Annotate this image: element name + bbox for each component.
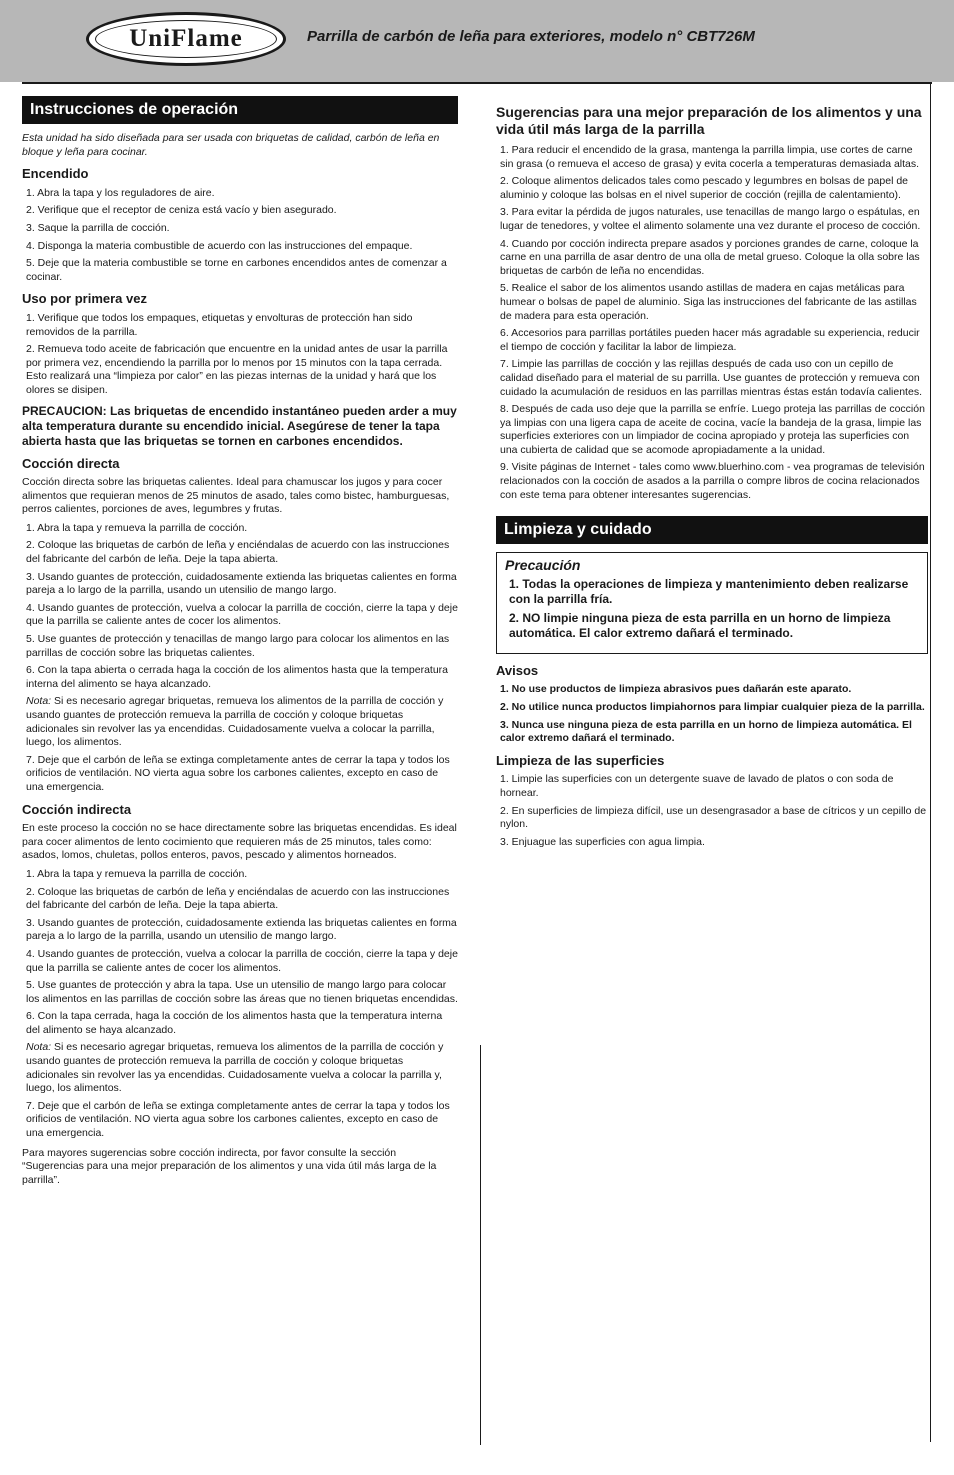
list-item: 8. Después de cada uso deje que la parrilla se enfríe. Luego proteja las parrillas de cocción ya limpias con una ligera capa de aceite de cocina, vacíe la bandeja de la grasa, limpie las superficies exteriores con un limpiador de cocina apropiado y proteja las superficies con una cubierta de calidad que se acomode apropiadamente a la unidad. <box>500 403 925 456</box>
surfaces-heading: Limpieza de las superficies <box>496 752 665 768</box>
list-item: 3. Enjuague las superficies con agua limpia. <box>500 835 705 848</box>
notices-list <box>496 683 928 745</box>
list-item: 2. En superficies de limpieza difícil, use un desengrasador a base de cítricos y un cepillo de nylon. <box>500 804 927 831</box>
list-item: 2. Coloque las briquetas de carbón de leña y enciéndalas de acuerdo con las instrucciones del fabricante del carbón de leña. Deje la tapa abierta. <box>26 539 450 566</box>
tips-list <box>496 144 928 502</box>
header-rule <box>22 82 932 84</box>
list-item: 3. Para evitar la pérdida de jugos naturales, use tenacillas de mango largo o espátulas, en lugar de tenedores, y voltee el alimento solamente una vez durante el proceso de cocción. <box>500 206 921 232</box>
ignition-warning: PRECAUCION: Las briquetas de encendido instantáneo pueden arder a muy alta temperatura durante su encendido inicial. Asegúrese de tener la tapa abierta hasta que las briquetas se tornen en carbones encendidos. <box>22 403 457 448</box>
cleaning-section-bar: Limpieza y cuidado <box>496 516 928 544</box>
list-item: 5. Use guantes de protección y abra la tapa. Use un utensilio de mango largo para colocar los alimentos en las parrillas de cocción sobre las áreas que no tienen briquetas encendidas. <box>26 979 458 1005</box>
list-item: 6. Accesorios para parrillas portátiles pueden hacer más agradable su experiencia, reducir el tiempo de cocción y facilitar la labor de limpieza. <box>500 327 920 353</box>
note-label: Nota: <box>26 1041 52 1054</box>
indirect-more-tips: Para mayores sugerencias sobre cocción indirecta, por favor consulte la sección “Sugerencias para una mejor preparación de los alimentos y una vida útil más larga de la parrilla”. <box>22 1146 437 1186</box>
first-use-list <box>22 312 458 398</box>
list-item: 4. Cuando por cocción indirecta prepare asados y porciones grandes de carne, coloque la carne en una parrilla de asar dentro de una olla de metal grueso. Coloque la olla sobre las briquetas de carbón de leña no encendidas. <box>500 237 920 277</box>
uniflame-logo <box>86 12 286 66</box>
list-item: 6. Con la tapa abierta o cerrada haga la cocción de los alimentos hasta que la temperatura interna del alimento se haya alcanzado. <box>26 664 449 690</box>
list-item: 2. Coloque las briquetas de carbón de leña y enciéndalas de acuerdo con las instrucciones del fabricante del carbón de leña. Deje la tapa abierta. <box>26 885 450 912</box>
indirect-cooking-heading: Cocción indirecta <box>22 801 132 817</box>
caution-list <box>505 577 919 641</box>
list-item: 1. Todas la operaciones de limpieza y mantenimiento deben realizarse con la parrilla fría. <box>509 576 909 606</box>
list-item: 5. Deje que la materia combustible se torne en carbones encendidos antes de comenzar a cocinar. <box>26 257 447 283</box>
indirect-list <box>22 868 458 1141</box>
tips-heading: Sugerencias para una mejor preparación de los alimentos y una vida útil más larga de la parrilla <box>496 104 922 137</box>
list-item: 2. NO limpie ninguna pieza de esta parrilla en un horno de limpieza automática. El calor extremo dañará el terminado. <box>509 610 891 640</box>
list-item: 1. No use productos de limpieza abrasivos pues dañarán este aparato. <box>500 683 852 696</box>
operation-intro: Esta unidad ha sido diseñada para ser usada con briquetas de calidad, carbón de leña en bloque y leña para cocinar. <box>22 132 440 158</box>
list-item: 5. Realice el sabor de los alimentos usando astillas de madera en cajas metálicas para humear o bolsas de papel de aluminio. Siga las instrucciones del fabricante de las astillas de madera para esta operación. <box>500 282 917 322</box>
list-item: 3. Usando guantes de protección, cuidadosamente extienda las briquetas calientes en forma pareja a lo largo de la parrilla, usando un utensilio de mango largo. <box>26 570 457 597</box>
page-edge-rule <box>930 82 931 1442</box>
list-item: 3. Saque la parrilla de cocción. <box>26 221 170 234</box>
list-item: 7. Limpie las parrillas de cocción y las rejillas después de cada uso con un cepillo de calidad diseñado para el material de su parrilla. Use guantes de protección y remueva con cuidado la acumulación de residuos en las parrillas mientras éstas están todavía calientes. <box>500 358 922 398</box>
surfaces-list <box>496 773 928 849</box>
caution-box <box>496 552 928 654</box>
list-item: 2. No utilice nunca productos limpiahornos para limpiar cualquier pieza de la parrilla. <box>500 701 925 714</box>
list-item: 2. Coloque alimentos delicados tales como pescado y legumbres en bolsas de papel de aluminio y coloque las bolsas en el nivel superior de cocción (rejilla de calentamiento). <box>500 175 909 201</box>
list-item: 3. Nunca use ninguna pieza de esta parrilla en un horno de limpieza automática. El calor extremo dañará el terminado. <box>500 718 912 745</box>
note-text: Si es necesario agregar briquetas, remueva los alimentos de la parrilla de cocción y usando guantes de protección remueva la parrilla de cocción y coloque briquetas adicionales sin revolver las ya encendidas. Cuidadosamente vuelva a colocar la parrilla, luego, los alimentos. <box>26 695 444 749</box>
list-item: 4. Disponga la materia combustible de acuerdo con las instrucciones del empaque. <box>26 239 413 252</box>
list-item: 4. Usando guantes de protección, vuelva a colocar la parrilla de cocción, cierre la tapa y deje que la parrilla se caliente antes de cocer los alimentos. <box>26 947 458 974</box>
first-use-heading: Uso por primera vez <box>22 291 147 307</box>
list-item <box>26 695 458 749</box>
list-item: 1. Limpie las superficies con un detergente suave de lavado de platos o con soda de hornear. <box>500 773 894 799</box>
note-text: Si es necesario agregar briquetas, remueva los alimentos de la parrilla de cocción y usando guantes de protección remueva la parrilla de cocción y coloque briquetas adicionales sin revolver las ya encendidas. Cuidadosamente vuelva a colocar la parrilla y, luego, los alimentos. <box>26 1041 444 1095</box>
right-column <box>496 96 928 855</box>
list-item: 3. Usando guantes de protección, cuidadosamente extienda las briquetas calientes en forma pareja a lo largo de la parrilla, usando un utensilio de mango largo. <box>26 916 457 943</box>
lighting-list <box>22 187 458 285</box>
note-label: Nota: <box>26 695 52 708</box>
list-item: 7. Deje que el carbón de leña se extinga completamente antes de cerrar la tapa y todos los orificios de ventilación. NO vierta agua sobre los carbones calientes, excepto en caso de una emergencia. <box>26 753 450 793</box>
logo-text: UniFlame <box>129 25 243 52</box>
operation-section-bar: Instrucciones de operación <box>22 96 458 124</box>
list-item: 5. Use guantes de protección y tenacillas de mango largo para colocar los alimentos en las parrillas de cocción sobre las briquetas calientes. <box>26 633 450 659</box>
column-divider <box>480 1045 481 1445</box>
list-item: 9. Visite páginas de Internet - tales como www.bluerhino.com - vea programas de televisión relacionados con la cocción de asados a la parrilla o compre libros de cocina relacionados con este tema para obtener interesantes sugerencias. <box>500 461 925 501</box>
document-title: Parrilla de carbón de leña para exteriores, modelo n° CBT726M <box>307 28 755 45</box>
list-item: 1. Verifique que todos los empaques, etiquetas y envolturas de protección han sido removidos de la parrilla. <box>26 311 413 338</box>
direct-list <box>22 522 458 795</box>
list-item: 1. Abra la tapa y remueva la parrilla de cocción. <box>26 867 248 880</box>
lighting-heading: Encendido <box>22 166 89 182</box>
list-item <box>26 1041 458 1095</box>
list-item: 2. Remueva todo aceite de fabricación que encuentre en la unidad antes de usar la parrilla por primera vez, encendiendo la parrilla por lo menos por 15 minutos con la tapa cerrada. Esto realizará una “limpieza por calor” en las piezas internas de la unidad y hará que los olores se disipen. <box>26 343 448 396</box>
list-item: 1. Abra la tapa y los reguladores de aire. <box>26 186 215 199</box>
indirect-intro: En este proceso la cocción no se hace directamente sobre las briquetas encendidas. Es ideal para cocer alimentos de lento cocimiento que requieren más de 25 minutos, tales como: asados, lomos, chuletas, pollos enteros, pavos, pescado y alimentos horneados. <box>22 822 457 862</box>
list-item: 7. Deje que el carbón de leña se extinga completamente antes de cerrar la tapa y todos los orificios de ventilación. NO vierta agua sobre los carbones calientes, excepto en caso de una emergencia. <box>26 1099 450 1140</box>
notices-heading: Avisos <box>496 662 539 678</box>
left-column <box>22 96 458 1192</box>
list-item: 1. Abra la tapa y remueva la parrilla de cocción. <box>26 521 248 534</box>
caution-heading: Precaución <box>505 557 581 574</box>
direct-cooking-heading: Cocción directa <box>22 455 120 471</box>
header-band <box>0 0 954 82</box>
list-item: 1. Para reducir el encendido de la grasa, mantenga la parrilla limpia, use cortes de carne sin grasa (o remueva el acceso de grasa) y evita cocerla a temperaturas demasiada altas. <box>500 144 920 170</box>
list-item: 4. Usando guantes de protección, vuelva a colocar la parrilla de cocción, cierre la tapa y deje que la parrilla se caliente antes de cocer los alimentos. <box>26 601 458 628</box>
direct-intro: Cocción directa sobre las briquetas calientes. Ideal para chamuscar los jugos y para cocer alimentos que requieran menos de 25 minutos de asado, tales como bistec, hamburguesas, perros calientes, porciones de aves, legumbres y frutas. <box>22 476 450 516</box>
list-item: 6. Con la tapa cerrada, haga la cocción de los alimentos hasta que la temperatura interna del alimento se haya alcanzado. <box>26 1010 443 1036</box>
list-item: 2. Verifique que el receptor de ceniza está vacío y bien asegurado. <box>26 204 337 217</box>
